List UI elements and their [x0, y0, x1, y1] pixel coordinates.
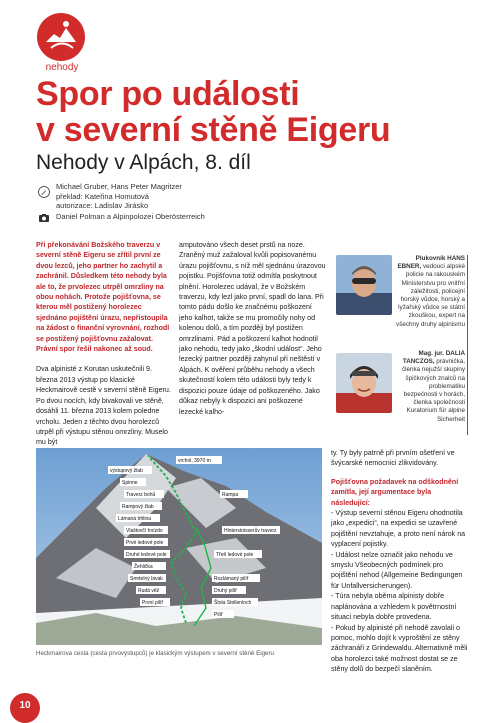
route-label: Traverz bohů [126, 492, 156, 498]
eiger-north-face-photo [36, 448, 322, 645]
list-item: - Túra nebyla oběma alpinisty dobře naplánována a vzhledem k povětrnostní situaci nebyla dobře provedena. [331, 592, 457, 622]
route-label: Štola Stollenloch [214, 600, 252, 606]
route-label: Rudá věž [138, 588, 160, 594]
list-item: - Pokud by alpinisté při nehodě zavolali o pomoc, mohlo dojít k vyproštění ze stěny záchranáři z Grindewaldu. Alternativně měli oba horolezci také možnost dostat se ze stěny dolů do bezpečí slaněním. [331, 623, 468, 674]
bio-name: Plukovník HANS EBNER, [397, 255, 465, 271]
route-label: Hinterstoisserův traverz [224, 528, 277, 534]
section-label: nehody [45, 62, 79, 73]
column-2 [179, 240, 327, 417]
bio-divider [467, 255, 468, 435]
image-caption: Heckmairova cesta (cesta prvovýstupců) je klasickým výstupem v severní stěně Eigeru [36, 650, 274, 657]
lead-paragraph: Při překonávání Božského traverzu v severní stěně Eigeru se zřítil první ze dvou lezců, jeho partner ho zachytil a zachránil. Důsledkem této nehody byla ale to, že prvolezec utrpěl omrzliny na obou nohách. Protože pojišťovna, se kterou měl postižený horolezec sjednáno pojištění úrazu, nepřistoupila na žádost o finanční vyrovnání, rozhodl se postižený pojišťovnu zažalovat. Právní spor řešil nakonec až soud. [36, 241, 170, 354]
route-label: Rampa [222, 492, 239, 498]
bio-hans-ebner [395, 255, 465, 329]
portrait-hans-ebner [336, 255, 392, 315]
route-label: Rampový žlab [122, 504, 154, 510]
route-label: Lámaná trhlina [118, 516, 152, 522]
body-paragraph: amputováno všech deset prstů na noze. Zraněný muž zažaloval kvůli popisovanému úrazu pojišťovnu, s níž měl sjednánu úrazovou pojistku. Pojišťovna totiž odmítla poskytnout plnění. Horolezec udával, že v Božském traverzu, kdy lezl jako první, spadl do lana. Při tomto pádu došlo ke značnému poškození jeho kalhot, takže se mu promočily nohy od kolenou dolů, a tím později byl postižen omrzlinami. Pád a poškození kalhot hodnotil jako nehodu, tedy jako „škodní událost“. Jeho lezecký partner později zahynul při neštěstí v Alpách. K ověření průběhu nehody a všech skutečností kolem této události byly tedy k dispozici pouze údaje od poškozeného. Jako důkaz nebyly k dispozici ani poškozené lezecké kalho- [179, 241, 326, 416]
bio-text: právnička, členka nejužší skupiny špičkových znalců na problematiku bezpečnosti v horách, členka společnosti Kuratorium für alpine Sicherheit [401, 358, 465, 423]
route-label: Druhý pilíř [214, 588, 237, 594]
bio-name: Mag. jur. DALIA TANCZOS, [402, 350, 465, 366]
article-subtitle: Nehody v Alpách, 8. díl [36, 151, 251, 174]
route-label: Žehlička [134, 564, 153, 570]
route-label: První pilíř [142, 600, 164, 606]
route-label: Rozlámaný pilíř [214, 576, 249, 582]
portrait-dalia-tanczos [336, 353, 392, 413]
route-label: vrchol, 3970 m [178, 458, 211, 464]
route-label: Spinne [122, 480, 138, 486]
translation: překlad: Kateřina Homutová [56, 191, 149, 201]
route-label: Vlaštovčí hnízdo [126, 528, 163, 534]
bio-text: vedoucí alpské policie na rakouském Ministerstvu pro vnitřní záležitosti, policejní horský vůdce, horský a lyžařský vůdce se státní zkouškou, expert na všechny druhy alpinismu [396, 263, 465, 328]
route-label: výstupový žlab [110, 468, 143, 474]
title-line-1: Spor po události [36, 75, 300, 113]
title-line-2: v severní stěně Eigeru [36, 111, 391, 149]
authors: Michael Gruber, Hans Peter Magritzer [56, 182, 182, 191]
body-paragraph: Dva alpinisté z Korutan uskutečnili 9. března 2013 výstup po klasické Heckmairově cestě v severní stěně Eigeru. Po dvou nocích, kdy bivakovali ve stěně, dosáhli 11. března 2013 kolem poledne vrcholu. Jeden z těchto dvou horolezců utrpěl při výstupu stěnou omrzliny. Muselo mu být [36, 365, 171, 447]
list-item: - Výstup severní stěnou Eigeru ohodnotila jako „expedici“, na expedici se uzavřené pojištění nevztahuje, a proto není nárok na vyplacení pojistky. [331, 509, 466, 549]
list-item: - Událost nelze označit jako nehodu ve smyslu Všeobecných podmínek pro pojištění nehod (Allgemeine Bedingungen für Unfallversicherungen). [331, 550, 463, 590]
column-1 [36, 240, 172, 448]
route-label: Pilíř [214, 612, 223, 618]
photo-credit: Daniel Polman a Alpinpolozei Oberösterreich [56, 212, 205, 221]
authorization: autorizace: Ladislav Jirásko [56, 201, 149, 210]
route-label: Prvé ledové pole [126, 540, 164, 546]
body-paragraph: ty. Ty byly patrně při prvním ošetření ve švýcarské nemocnici zlikvidovány. [331, 449, 455, 468]
section-heading: Pojišťovna požadavek na odškodnění zamítla, její argumentace byla následující: [331, 477, 459, 507]
route-label: Třetí ledové pole [216, 552, 254, 558]
nehody-logo [36, 12, 86, 62]
article-title [36, 76, 466, 148]
pen-icon [38, 186, 50, 198]
author-credits [56, 182, 356, 211]
page-number: 10 [19, 700, 31, 711]
bio-dalia-tanczos [395, 350, 465, 424]
route-label: Druhé ledové pole [126, 552, 167, 558]
camera-icon [38, 212, 50, 224]
route-label: Smrtelný bivak [130, 576, 163, 582]
column-3 [331, 448, 469, 675]
